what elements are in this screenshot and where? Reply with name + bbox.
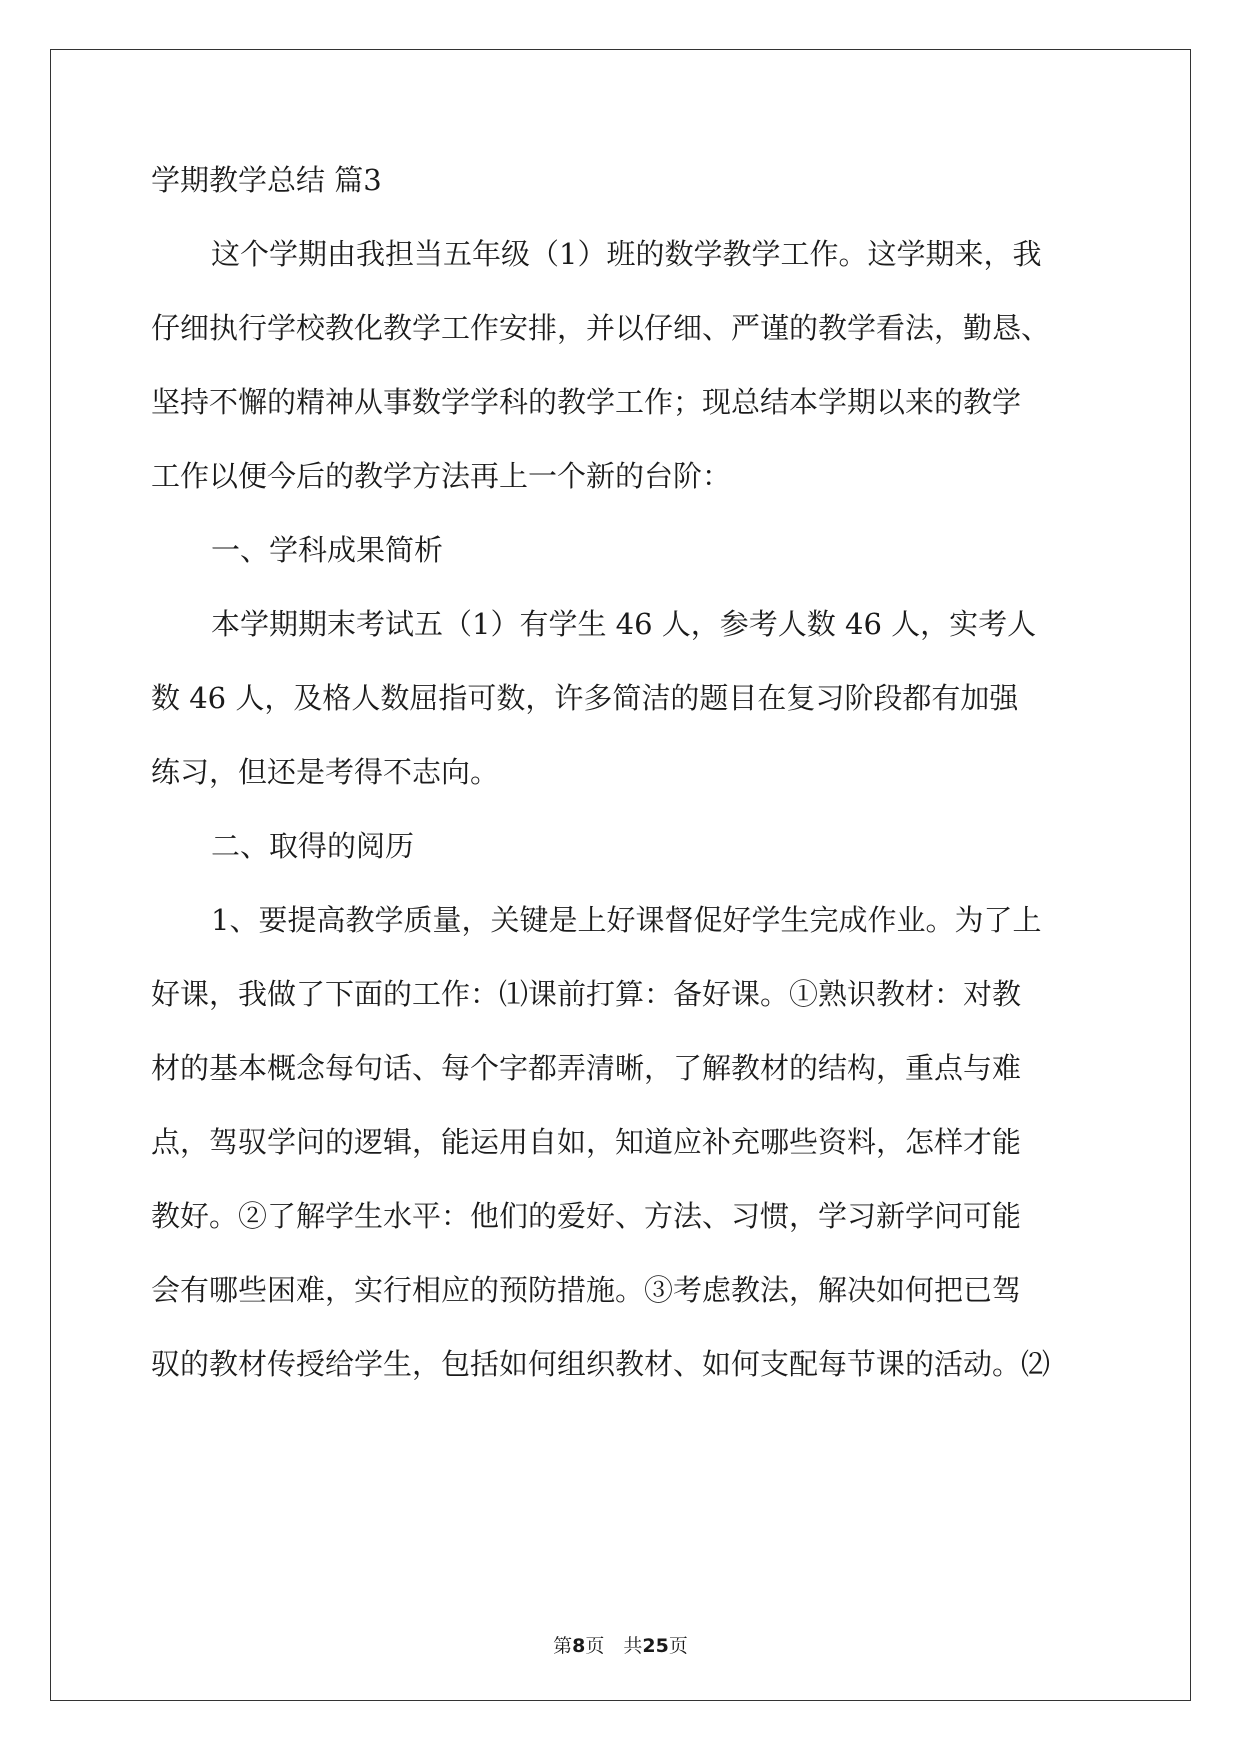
paragraph-line: 1、要提高教学质量，关键是上好课督促好学生完成作业。为了上 xyxy=(211,903,1042,937)
subheading: 一、学科成果简析 xyxy=(211,533,444,567)
subheading: 二、取得的阅历 xyxy=(211,829,415,863)
paragraph-line: 仔细执行学校教化教学工作安排，并以仔细、严谨的教学看法，勤恳、 xyxy=(151,311,1051,345)
paragraph-line: 坚持不懈的精神从事数学学科的教学工作；现总结本学期以来的教学 xyxy=(151,385,1022,419)
paragraph-line: 好课，我做了下面的工作：⑴课前打算：备好课。①熟识教材：对教 xyxy=(151,977,1022,1011)
paragraph-line: 驭的教材传授给学生，包括如何组织教材、如何支配每节课的活动。⑵ xyxy=(151,1347,1051,1381)
total-page-number: 25 xyxy=(642,1635,669,1657)
paragraph-line: 会有哪些困难，实行相应的预防措施。③考虑教法，解决如何把已驾 xyxy=(151,1273,1022,1307)
page-label-mid: 页 共 xyxy=(585,1635,643,1657)
paragraph-line: 点，驾驭学问的逻辑，能运用自如，知道应补充哪些资料，怎样才能 xyxy=(151,1125,1022,1159)
paragraph-line: 这个学期由我担当五年级（1）班的数学教学工作。这学期来，我 xyxy=(211,237,1042,271)
page-label-suffix: 页 xyxy=(668,1635,688,1657)
page-label-prefix: 第 xyxy=(553,1635,573,1657)
current-page-number: 8 xyxy=(572,1635,586,1657)
paragraph-line: 数 46 人，及格人数屈指可数，许多简洁的题目在复习阶段都有加强 xyxy=(151,681,1019,715)
paragraph-line: 练习，但还是考得不志向。 xyxy=(151,755,500,789)
page-border xyxy=(50,49,1191,1701)
paragraph-line: 本学期期末考试五（1）有学生 46 人，参考人数 46 人，实考人 xyxy=(211,607,1037,641)
paragraph-line: 材的基本概念每句话、每个字都弄清晰，了解教材的结构，重点与难 xyxy=(151,1051,1022,1085)
paragraph-line: 教好。②了解学生水平：他们的爱好、方法、习惯，学习新学问可能 xyxy=(151,1199,1022,1233)
section-title: 学期教学总结 篇3 xyxy=(151,163,382,197)
page-footer xyxy=(0,1631,1241,1658)
paragraph-line: 工作以便今后的教学方法再上一个新的台阶： xyxy=(151,459,732,493)
